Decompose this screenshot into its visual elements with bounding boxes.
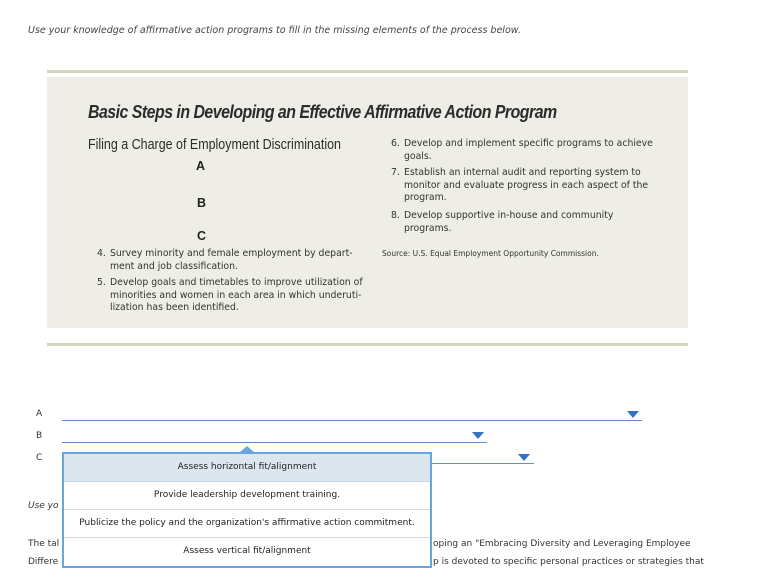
step-8-number: 8. [391, 210, 400, 221]
step-5-line-2: minorities and women in each area in which underuti- [110, 289, 362, 301]
answer-label-c: C [36, 453, 43, 463]
bottom-divider [47, 343, 688, 346]
step-7-number: 7. [391, 167, 400, 178]
step-6-line-2: goals. [404, 150, 432, 162]
figure-title: Basic Steps in Developing an Effective Affirmative Action Program [88, 101, 557, 122]
missing-step-c-marker: C [197, 229, 207, 243]
obscured-text-fragment-4: p is devoted to specific personal practices or strategies that [433, 557, 704, 567]
step-5-line-3: lization has been identified. [110, 302, 239, 313]
obscured-text-fragment-3: oping an "Embracing Diversity and Leveraging Employee [433, 539, 691, 549]
dropdown-options-list [62, 452, 432, 568]
answer-b-dropdown[interactable] [62, 442, 487, 443]
missing-step-b-marker: B [197, 196, 207, 210]
process-figure [47, 77, 688, 328]
answer-c-chevron-down-icon[interactable] [518, 454, 530, 461]
dropdown-option-2[interactable]: Provide leadership development training. [64, 482, 430, 510]
answer-label-a: A [36, 409, 43, 419]
figure-source: Source: U.S. Equal Employment Opportunity Commission. [382, 249, 599, 258]
step-7-line-2: monitor and evaluate progress in each aspect of the [404, 179, 649, 191]
step-4-line-1: Survey minority and female employment by depart- [110, 248, 353, 259]
step-4-line-2: ment and job classification. [110, 260, 238, 272]
instructions-text: Use your knowledge of affirmative action programs to fill in the missing elements of the process below. [28, 25, 521, 36]
answer-a-chevron-down-icon[interactable] [627, 411, 639, 418]
step-7-line-1: Establish an internal audit and reporting system to [404, 167, 641, 178]
missing-step-a-marker: A [196, 159, 206, 173]
answer-label-b: B [36, 431, 43, 441]
step-8-line-2: programs. [404, 222, 452, 234]
dropdown-option-3[interactable]: Publicize the policy and the organization's affirmative action commitment. [64, 510, 430, 538]
step-5-line-1: Develop goals and timetables to improve utilization of [110, 277, 363, 288]
step-4-number: 4. [97, 248, 106, 259]
step-8-line-1: Develop supportive in-house and community [404, 210, 614, 221]
answer-b-chevron-down-icon[interactable] [472, 432, 484, 439]
step-6-line-1: Develop and implement specific programs to achieve [404, 138, 653, 149]
dropdown-option-4[interactable]: Assess vertical fit/alignment [183, 546, 311, 556]
obscured-text-fragment-2: Differe [28, 557, 59, 567]
step-8 [391, 210, 613, 235]
step-5 [97, 277, 363, 315]
dropdown-option-1[interactable]: Assess horizontal fit/alignment [64, 454, 430, 482]
answer-a-dropdown[interactable] [62, 420, 642, 421]
step-6-number: 6. [391, 138, 400, 149]
obscured-text-fragment-1: The tal [28, 539, 60, 549]
obscured-instructions-fragment: Use yo [28, 501, 59, 511]
answer-c-dropdown[interactable] [432, 463, 534, 464]
step-6 [391, 138, 653, 163]
step-7 [391, 167, 648, 205]
figure-heading: Filing a Charge of Employment Discrimination [88, 137, 341, 153]
step-4 [97, 248, 353, 273]
step-5-number: 5. [97, 277, 106, 288]
step-7-line-3: program. [404, 192, 447, 203]
top-divider [47, 70, 688, 73]
